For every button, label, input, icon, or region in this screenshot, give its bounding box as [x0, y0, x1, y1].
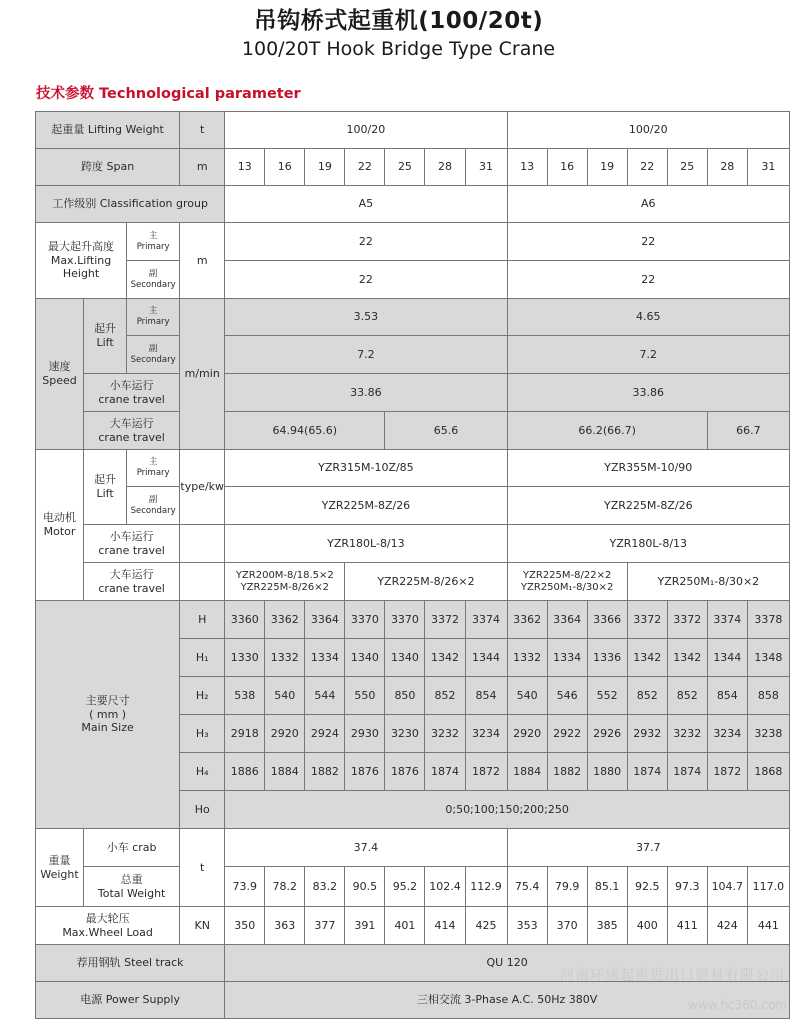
size-value: 1874 [627, 753, 667, 791]
speed-secondary-a6: 7.2 [507, 336, 789, 374]
size-value: 3370 [345, 601, 385, 639]
size-value: 546 [547, 677, 587, 715]
motor-unit: type/kw [180, 450, 225, 525]
size-value: 3238 [747, 715, 789, 753]
motor-secondary-label: 副 Secondary [127, 487, 180, 525]
wheel-load-unit: KN [180, 907, 225, 945]
row-speed-crane [36, 412, 790, 450]
size-value: 3372 [627, 601, 667, 639]
size-value: 2922 [547, 715, 587, 753]
size-value: 1874 [425, 753, 465, 791]
size-value: 3372 [425, 601, 465, 639]
size-value: 2924 [305, 715, 345, 753]
wheel-load-value: 411 [667, 907, 707, 945]
row-speed-primary [36, 299, 790, 336]
speed-crane-a5-1: 64.94(65.6) [225, 412, 385, 450]
classification-a6: A6 [507, 186, 789, 223]
wheel-load-value: 377 [305, 907, 345, 945]
max-lift-primary-label: 主 Primary [127, 223, 180, 261]
size-value: 1342 [425, 639, 465, 677]
page-title: 吊钩桥式起重机(100/20t) [253, 8, 544, 34]
size-value: 1348 [747, 639, 789, 677]
wheel-load-value: 401 [385, 907, 425, 945]
row-classification [36, 186, 790, 223]
size-value: 852 [627, 677, 667, 715]
size-value: 854 [707, 677, 747, 715]
size-value: 1882 [547, 753, 587, 791]
row-wheel-load [36, 907, 790, 945]
size-value: 858 [747, 677, 789, 715]
row-weight-total [36, 867, 790, 907]
weight-total-value: 97.3 [667, 867, 707, 907]
motor-lift-label: 起升 Lift [84, 450, 127, 525]
motor-crane-label: 大车运行 crane travel [84, 563, 180, 601]
weight-total-value: 95.2 [385, 867, 425, 907]
lifting-weight-label: 起重量 Lifting Weight [36, 112, 180, 149]
row-motor-trolley [36, 525, 790, 563]
size-value: 1884 [507, 753, 547, 791]
span-label: 跨度 Span [36, 149, 180, 186]
motor-secondary-a6: YZR225M-8Z/26 [507, 487, 789, 525]
size-value: 550 [345, 677, 385, 715]
max-lift-secondary-label: 副 Secondary [127, 261, 180, 299]
max-lift-primary-a5: 22 [225, 223, 507, 261]
wheel-load-value: 353 [507, 907, 547, 945]
size-value: 540 [265, 677, 305, 715]
weight-crab-a6: 37.7 [507, 829, 789, 867]
max-lift-label: 最大起升高度 Max.Lifting Height [36, 223, 127, 299]
weight-total-value: 78.2 [265, 867, 305, 907]
size-value: 1886 [225, 753, 265, 791]
row-speed-trolley [36, 374, 790, 412]
size-symbol: Ho [180, 791, 225, 829]
row-max-lift-secondary [36, 261, 790, 299]
speed-trolley-a6: 33.86 [507, 374, 789, 412]
motor-trolley-a6: YZR180L-8/13 [507, 525, 789, 563]
size-symbol: H₄ [180, 753, 225, 791]
size-value: 1332 [265, 639, 305, 677]
size-value: 3378 [747, 601, 789, 639]
size-value: 3232 [667, 715, 707, 753]
size-ho-value: 0;50;100;150;200;250 [225, 791, 790, 829]
span-value: 16 [265, 149, 305, 186]
span-value: 28 [707, 149, 747, 186]
size-value: 544 [305, 677, 345, 715]
size-value: 538 [225, 677, 265, 715]
wheel-load-value: 414 [425, 907, 465, 945]
speed-label: 速度 Speed [36, 299, 84, 450]
size-value: 1868 [747, 753, 789, 791]
size-value: 1344 [707, 639, 747, 677]
size-value: 1340 [385, 639, 425, 677]
speed-trolley-a5: 33.86 [225, 374, 507, 412]
motor-crane-a6-1: YZR225M-8/22×2 YZR250M₁-8/30×2 [507, 563, 627, 601]
max-lift-secondary-a6: 22 [507, 261, 789, 299]
wheel-load-label: 最大轮压 Max.Wheel Load [36, 907, 180, 945]
max-lift-unit: m [180, 223, 225, 299]
weight-total-value: 83.2 [305, 867, 345, 907]
speed-secondary-label: 副 Secondary [127, 336, 180, 374]
weight-total-value: 112.9 [465, 867, 507, 907]
size-value: 3366 [587, 601, 627, 639]
size-value: 2920 [265, 715, 305, 753]
page-subtitle: 100/20T Hook Bridge Type Crane [241, 38, 556, 60]
size-value: 3362 [265, 601, 305, 639]
size-value: 3230 [385, 715, 425, 753]
motor-label: 电动机 Motor [36, 450, 84, 601]
size-value: 3232 [425, 715, 465, 753]
motor-primary-a5: YZR315M-10Z/85 [225, 450, 507, 487]
max-lift-secondary-a5: 22 [225, 261, 507, 299]
speed-primary-a5: 3.53 [225, 299, 507, 336]
wheel-load-value: 424 [707, 907, 747, 945]
row-motor-crane [36, 563, 790, 601]
size-value: 2918 [225, 715, 265, 753]
lifting-weight-a6: 100/20 [507, 112, 789, 149]
weight-total-value: 117.0 [747, 867, 789, 907]
size-value: 1334 [547, 639, 587, 677]
span-value: 13 [225, 149, 265, 186]
main-size-label: 主要尺寸 ( mm ) Main Size [36, 601, 180, 829]
size-value: 1876 [345, 753, 385, 791]
span-value: 16 [547, 149, 587, 186]
speed-crane-a5-2: 65.6 [385, 412, 507, 450]
power-supply-value: 三相交流 3-Phase A.C. 50Hz 380V [225, 982, 790, 1019]
span-value: 25 [385, 149, 425, 186]
row-motor-secondary [36, 487, 790, 525]
span-value: 25 [667, 149, 707, 186]
span-unit: m [180, 149, 225, 186]
wheel-load-value: 391 [345, 907, 385, 945]
row-size-h [36, 601, 790, 639]
motor-trolley-a5: YZR180L-8/13 [225, 525, 507, 563]
size-value: 1874 [667, 753, 707, 791]
weight-unit: t [180, 829, 225, 907]
classification-label: 工作级别 Classification group [36, 186, 225, 223]
size-value: 3234 [707, 715, 747, 753]
wheel-load-value: 441 [747, 907, 789, 945]
power-supply-label: 电源 Power Supply [36, 982, 225, 1019]
size-value: 1876 [385, 753, 425, 791]
lifting-weight-unit: t [180, 112, 225, 149]
row-power-supply [36, 982, 790, 1019]
size-value: 1880 [587, 753, 627, 791]
span-value: 31 [465, 149, 507, 186]
size-value: 1342 [667, 639, 707, 677]
size-value: 1872 [465, 753, 507, 791]
wheel-load-value: 363 [265, 907, 305, 945]
motor-secondary-a5: YZR225M-8Z/26 [225, 487, 507, 525]
span-value: 22 [627, 149, 667, 186]
span-value: 13 [507, 149, 547, 186]
size-value: 3364 [305, 601, 345, 639]
size-symbol: H₃ [180, 715, 225, 753]
size-value: 850 [385, 677, 425, 715]
weight-crab-label: 小车 crab [84, 829, 180, 867]
lifting-weight-a5: 100/20 [225, 112, 507, 149]
size-value: 1342 [627, 639, 667, 677]
size-value: 2930 [345, 715, 385, 753]
speed-secondary-a5: 7.2 [225, 336, 507, 374]
steel-track-value: QU 120 [225, 945, 790, 982]
motor-crane-a6-2: YZR250M₁-8/30×2 [627, 563, 789, 601]
weight-total-value: 102.4 [425, 867, 465, 907]
size-value: 2932 [627, 715, 667, 753]
size-value: 2926 [587, 715, 627, 753]
speed-crane-label: 大车运行 crane travel [84, 412, 180, 450]
size-value: 1332 [507, 639, 547, 677]
wheel-load-value: 350 [225, 907, 265, 945]
size-symbol: H₁ [180, 639, 225, 677]
size-value: 3234 [465, 715, 507, 753]
weight-total-value: 92.5 [627, 867, 667, 907]
motor-crane-a5-2: YZR225M-8/26×2 [345, 563, 507, 601]
size-value: 852 [667, 677, 707, 715]
row-max-lift-primary [36, 223, 790, 261]
size-value: 1336 [587, 639, 627, 677]
row-weight-crab [36, 829, 790, 867]
classification-a5: A5 [225, 186, 507, 223]
weight-total-value: 73.9 [225, 867, 265, 907]
max-lift-primary-a6: 22 [507, 223, 789, 261]
weight-total-value: 75.4 [507, 867, 547, 907]
wheel-load-value: 370 [547, 907, 587, 945]
speed-trolley-label: 小车运行 crane travel [84, 374, 180, 412]
weight-total-value: 85.1 [587, 867, 627, 907]
weight-total-label: 总重 Total Weight [84, 867, 180, 907]
size-value: 3374 [707, 601, 747, 639]
speed-unit: m/min [180, 299, 225, 450]
speed-lift-label: 起升 Lift [84, 299, 127, 374]
size-value: 3370 [385, 601, 425, 639]
wheel-load-value: 425 [465, 907, 507, 945]
size-value: 1884 [265, 753, 305, 791]
section-title: 技术参数 Technological parameter [36, 86, 301, 102]
weight-total-value: 90.5 [345, 867, 385, 907]
size-value: 1330 [225, 639, 265, 677]
watermark-company: 河南环球起重进出口贸易有限公司 [560, 968, 785, 984]
row-lifting-weight [36, 112, 790, 149]
speed-primary-label: 主 Primary [127, 299, 180, 336]
size-value: 1340 [345, 639, 385, 677]
weight-crab-a5: 37.4 [225, 829, 507, 867]
size-value: 3364 [547, 601, 587, 639]
speed-crane-a6-1: 66.2(66.7) [507, 412, 707, 450]
motor-primary-a6: YZR355M-10/90 [507, 450, 789, 487]
size-symbol: H₂ [180, 677, 225, 715]
size-value: 552 [587, 677, 627, 715]
size-value: 3372 [667, 601, 707, 639]
size-value: 3374 [465, 601, 507, 639]
size-value: 1882 [305, 753, 345, 791]
size-value: 3362 [507, 601, 547, 639]
speed-primary-a6: 4.65 [507, 299, 789, 336]
motor-trolley-label: 小车运行 crane travel [84, 525, 180, 563]
weight-total-value: 79.9 [547, 867, 587, 907]
weight-label: 重量 Weight [36, 829, 84, 907]
row-speed-secondary [36, 336, 790, 374]
row-span [36, 149, 790, 186]
span-value: 31 [747, 149, 789, 186]
size-symbol: H [180, 601, 225, 639]
speed-crane-a6-2: 66.7 [707, 412, 789, 450]
size-value: 1334 [305, 639, 345, 677]
weight-total-value: 104.7 [707, 867, 747, 907]
size-value: 3360 [225, 601, 265, 639]
size-value: 1344 [465, 639, 507, 677]
wheel-load-value: 400 [627, 907, 667, 945]
steel-track-label: 荐用钢轨 Steel track [36, 945, 225, 982]
span-value: 28 [425, 149, 465, 186]
size-value: 1872 [707, 753, 747, 791]
spec-table [35, 111, 790, 1019]
wheel-load-value: 385 [587, 907, 627, 945]
span-value: 19 [587, 149, 627, 186]
size-value: 852 [425, 677, 465, 715]
span-value: 19 [305, 149, 345, 186]
row-motor-primary [36, 450, 790, 487]
size-value: 854 [465, 677, 507, 715]
size-value: 2920 [507, 715, 547, 753]
motor-primary-label: 主 Primary [127, 450, 180, 487]
size-value: 540 [507, 677, 547, 715]
span-value: 22 [345, 149, 385, 186]
motor-crane-a5-1: YZR200M-8/18.5×2 YZR225M-8/26×2 [225, 563, 345, 601]
watermark-site: www.hc360.com [688, 998, 787, 1012]
